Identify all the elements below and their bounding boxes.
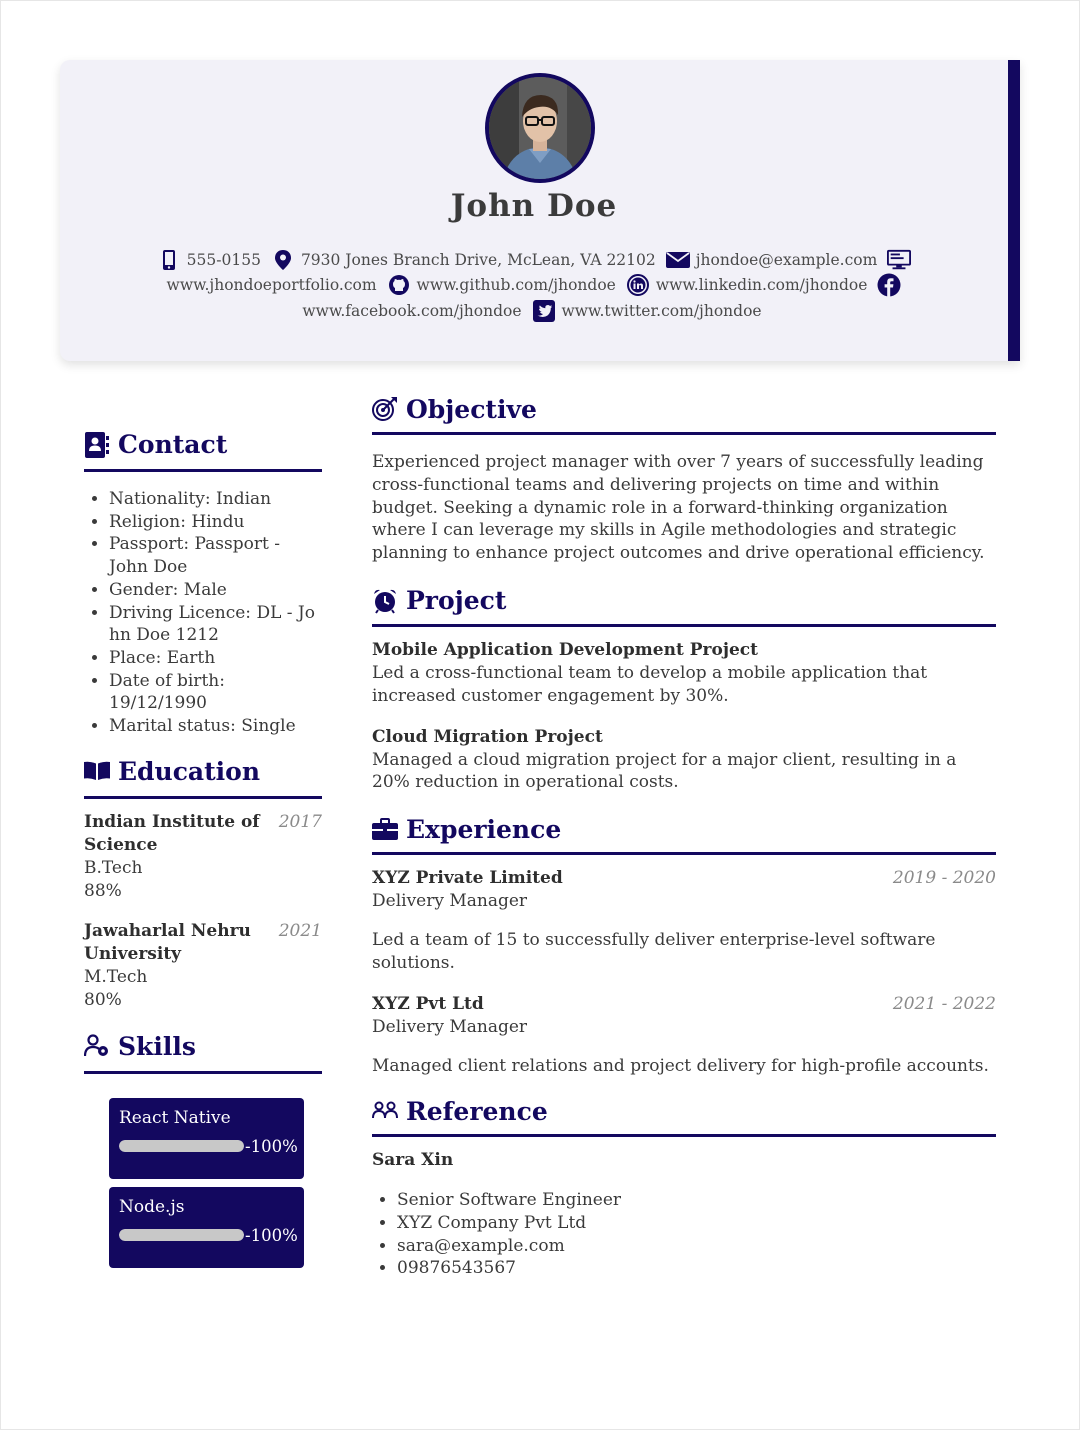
briefcase-icon	[372, 816, 398, 842]
portfolio-monitor-icon	[887, 249, 911, 271]
linkedin-link[interactable]: www.linkedin.com/jhondoe	[655, 276, 868, 295]
education-institution: Indian Institute of Science	[84, 811, 260, 855]
project-title: Project	[406, 586, 507, 616]
contact-heading	[84, 426, 322, 472]
phone-text[interactable]: 555-0155	[186, 250, 261, 269]
linkedin-icon	[626, 274, 650, 296]
email-link[interactable]: jhondoe@example.com	[695, 250, 878, 269]
skill-percent: -100%	[245, 1225, 298, 1245]
phone-icon	[157, 249, 181, 271]
experience-heading	[372, 810, 996, 855]
education-entry	[84, 920, 322, 1012]
skills-heading	[84, 1028, 322, 1074]
skill-progress-track	[119, 1140, 244, 1152]
experience-entry	[372, 993, 996, 1079]
skill-name: React Native	[119, 1107, 231, 1128]
project-description: Led a cross-functional team to develop a mobile application that increased customer engagement by 30%.	[372, 662, 928, 706]
skill-progress-fill	[119, 1229, 244, 1241]
address-text: 7930 Jones Branch Drive, McLean, VA 22102	[300, 250, 656, 269]
education-degree: B.Tech	[84, 857, 143, 878]
experience-entry	[372, 867, 996, 974]
user-gear-icon	[84, 1033, 110, 1059]
experience-role: Delivery Manager	[372, 891, 528, 912]
reference-name: Sara Xin	[372, 1150, 454, 1171]
contact-item: • Driving Licence: DL - John Doe 1212	[109, 602, 322, 647]
header-accent-bar	[1008, 60, 1020, 361]
alarm-clock-icon	[372, 588, 398, 614]
facebook-icon	[877, 274, 901, 296]
education-institution: Jawaharlal Nehru University	[84, 920, 251, 964]
contact-item: • Nationality: Indian	[109, 488, 322, 511]
project-name: Cloud Migration Project	[372, 726, 603, 747]
reference-heading	[372, 1092, 996, 1137]
experience-description: Managed client relations and project delivery for high-profile accounts.	[372, 1056, 989, 1077]
skill-card	[109, 1098, 304, 1179]
objective-heading	[372, 390, 996, 435]
twitter-link[interactable]: www.twitter.com/jhondoe	[561, 301, 762, 320]
contact-info	[60, 247, 1008, 324]
contact-item: • Date of birth: 19/12/1990	[109, 670, 322, 715]
header-card	[60, 60, 1020, 361]
project-heading	[372, 582, 996, 627]
contact-list	[84, 488, 322, 738]
experience-company: XYZ Pvt Ltd	[372, 993, 484, 1014]
contact-item: • Passport: Passport - John Doe	[109, 533, 322, 578]
book-open-icon	[84, 758, 110, 784]
users-icon	[372, 1098, 398, 1124]
objective-title: Objective	[406, 394, 537, 424]
github-link[interactable]: www.github.com/jhondoe	[416, 276, 616, 295]
candidate-name: John Doe	[450, 188, 618, 224]
contact-item: • Gender: Male	[109, 579, 322, 602]
skill-percent: -100%	[245, 1136, 298, 1156]
education-score: 80%	[84, 989, 122, 1010]
reference-detail: • Senior Software Engineer	[397, 1189, 996, 1212]
contact-item: • Place: Earth	[109, 647, 322, 670]
education-degree: M.Tech	[84, 966, 148, 987]
skill-name: Node.js	[119, 1196, 185, 1217]
address-book-icon	[84, 432, 110, 458]
experience-role: Delivery Manager	[372, 1016, 528, 1037]
contact-item: • Marital status: Single	[109, 715, 322, 738]
experience-company: XYZ Private Limited	[372, 868, 563, 889]
education-heading	[84, 753, 322, 799]
location-pin-icon	[271, 249, 295, 271]
project-entry	[372, 726, 996, 795]
twitter-icon	[532, 300, 556, 322]
skill-progress-track	[119, 1229, 244, 1241]
education-year: 2021	[278, 920, 322, 941]
reference-title: Reference	[406, 1096, 548, 1126]
reference-detail: • XYZ Company Pvt Ltd	[397, 1212, 996, 1235]
experience-description: Led a team of 15 to successfully deliver enterprise-level software solutions.	[372, 929, 936, 973]
education-score: 88%	[84, 880, 122, 901]
education-year: 2017	[278, 811, 322, 832]
reference-detail[interactable]: • sara@example.com	[397, 1235, 996, 1258]
skills-list	[84, 1098, 322, 1268]
right-column	[372, 390, 996, 1280]
avatar	[485, 73, 595, 183]
project-name: Mobile Application Development Project	[372, 639, 758, 660]
skills-title: Skills	[118, 1031, 196, 1061]
facebook-link[interactable]: www.facebook.com/jhondoe	[302, 301, 522, 320]
mail-icon	[666, 249, 690, 271]
skill-progress-fill	[119, 1140, 244, 1152]
left-column	[84, 426, 322, 1276]
github-icon	[387, 274, 411, 296]
objective-text: Experienced project manager with over 7 years of successfully leading cross-functional teams and delivering projects on time and within budget. Seeking a dynamic role in a forward-thinking organization where I can leverage my skills in Agile methodologies and strategic planning to enhance project outcomes and drive operational efficiency.	[372, 452, 985, 564]
target-icon	[372, 396, 398, 422]
portfolio-link[interactable]: www.jhondoeportfolio.com	[166, 276, 377, 295]
contact-title: Contact	[118, 430, 228, 459]
experience-dates: 2021 - 2022	[892, 993, 996, 1014]
project-entry	[372, 639, 996, 708]
education-title: Education	[118, 756, 261, 786]
contact-item: • Religion: Hindu	[109, 511, 322, 534]
reference-details	[372, 1189, 996, 1280]
experience-title: Experience	[406, 814, 562, 844]
skill-card	[109, 1187, 304, 1268]
reference-detail: • 09876543567	[397, 1257, 996, 1280]
project-description: Managed a cloud migration project for a major client, resulting in a 20% reduction in operational costs.	[372, 749, 957, 793]
education-entry	[84, 811, 322, 903]
experience-dates: 2019 - 2020	[892, 868, 996, 889]
